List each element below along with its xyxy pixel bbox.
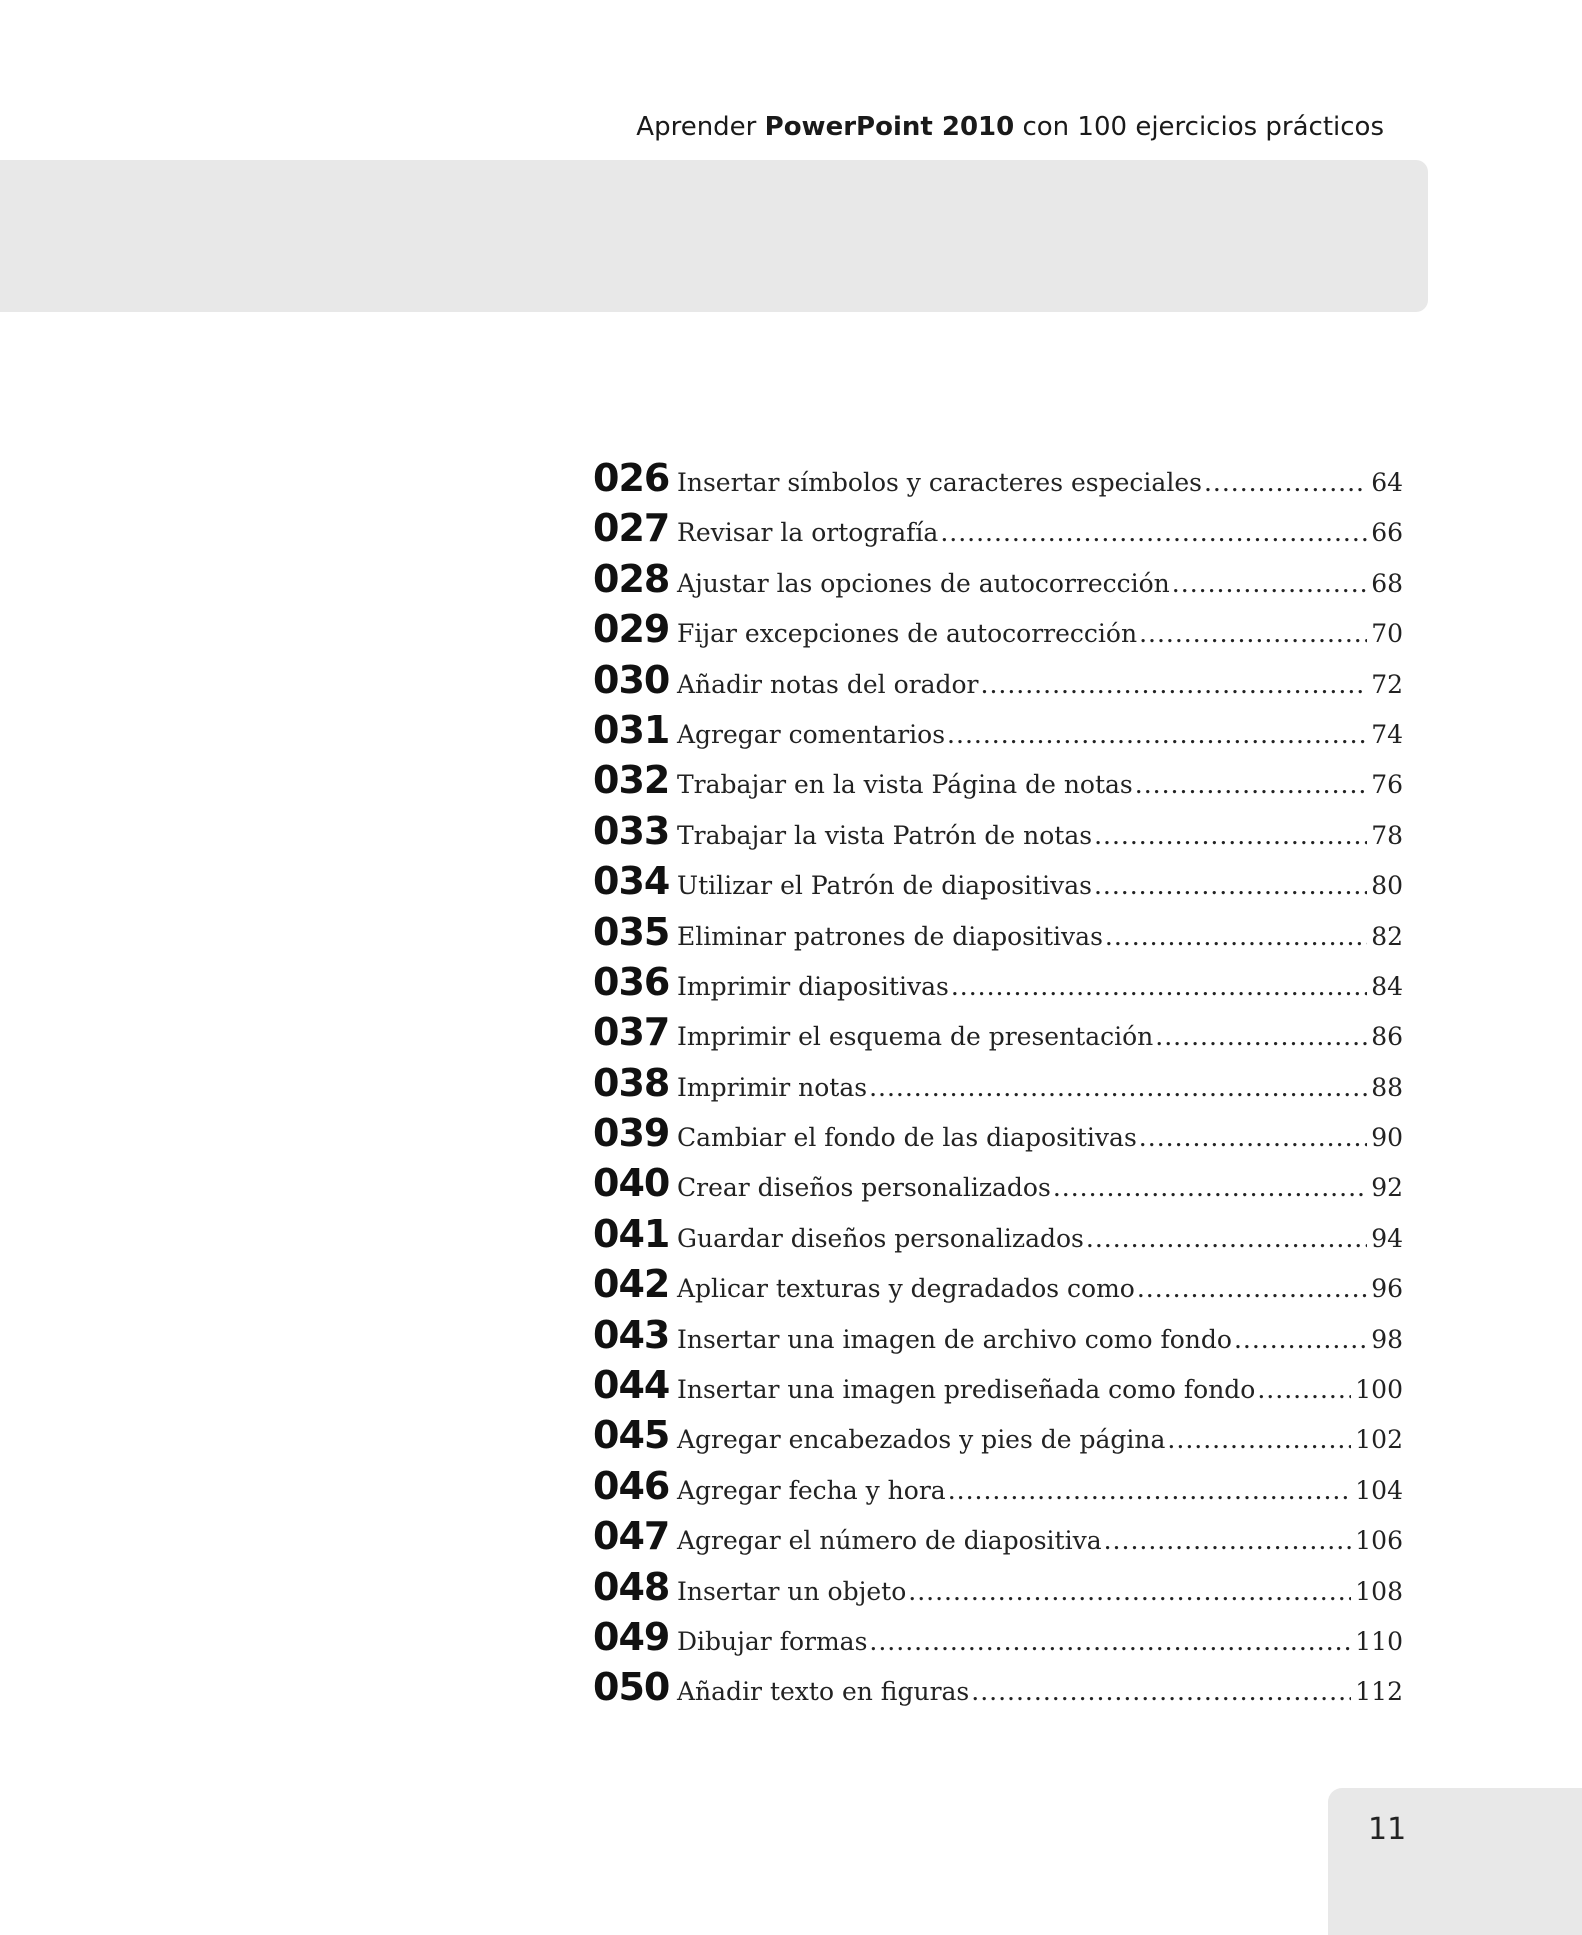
header-band [0,160,1428,312]
page-number: 110 [1355,1626,1403,1656]
exercise-title: Añadir notas del orador [677,669,979,699]
page-number: 104 [1355,1475,1403,1505]
exercise-number: 042 [593,1262,670,1307]
exercise-number: 038 [593,1060,670,1105]
exercise-number: 028 [593,556,670,601]
toc-entry [593,859,1403,909]
dot-leader [1172,569,1367,598]
exercise-number: 046 [593,1463,670,1508]
dot-leader [1257,1375,1351,1404]
exercise-title: Añadir texto en figuras [677,1677,970,1707]
dot-leader [1139,1123,1367,1152]
exercise-title: Trabajar la vista Patrón de notas [677,820,1093,850]
toc-entry [593,456,1403,506]
exercise-number: 048 [593,1564,670,1609]
page-number: 72 [1371,669,1403,699]
dot-leader [1094,871,1367,900]
exercise-number: 026 [593,456,670,500]
page-number: 100 [1355,1375,1403,1405]
toc-entry [593,910,1403,960]
toc-entry [593,1161,1403,1211]
dot-leader [1094,821,1367,850]
exercise-number: 039 [593,1111,670,1156]
exercise-title: Imprimir diapositivas [677,971,949,1001]
dot-leader [908,1577,1351,1606]
toc-entry [593,1061,1403,1111]
page-number: 68 [1371,568,1403,598]
table-of-contents [593,456,1403,1716]
page-number: 66 [1371,518,1403,548]
exercise-number: 049 [593,1614,670,1659]
dot-leader [1053,1173,1367,1202]
toc-entry [593,1363,1403,1413]
dot-leader [940,518,1367,547]
exercise-number: 044 [593,1363,670,1408]
exercise-number: 037 [593,1010,670,1055]
toc-entry [593,758,1403,808]
toc-entry [593,1413,1403,1463]
toc-entry [593,506,1403,556]
page-number: 94 [1371,1223,1403,1253]
toc-entry [593,1565,1403,1615]
page-number: 98 [1371,1324,1403,1354]
exercise-number: 040 [593,1161,670,1206]
toc-entry [593,557,1403,607]
toc-entry [593,1665,1403,1715]
exercise-number: 045 [593,1413,670,1458]
exercise-title: Cambiar el fondo de las diapositivas [677,1123,1137,1153]
exercise-title: Utilizar el Patrón de diapositivas [677,871,1092,901]
exercise-number: 030 [593,657,670,702]
page-number: 88 [1371,1072,1403,1102]
page-number: 96 [1371,1274,1403,1304]
exercise-number: 033 [593,808,670,853]
exercise-number: 029 [593,607,670,652]
page-number: 106 [1355,1526,1403,1556]
page-folio: 11 [1368,1812,1407,1847]
exercise-title: Guardar diseños personalizados [677,1223,1084,1253]
exercise-number: 034 [593,859,670,904]
page-number: 92 [1371,1173,1403,1203]
exercise-title: Insertar símbolos y caracteres especiales [677,468,1202,497]
header-book-title: PowerPoint 2010 [764,112,1015,142]
exercise-number: 027 [593,506,670,551]
dot-leader [947,720,1367,749]
folio-tab [1328,1788,1582,1935]
page-number: 70 [1371,619,1403,649]
exercise-title: Revisar la ortografía [677,518,939,548]
dot-leader [869,1073,1367,1102]
dot-leader [1204,468,1367,497]
dot-leader [1105,922,1367,951]
toc-entry [593,1111,1403,1161]
page-number: 112 [1355,1677,1403,1707]
exercise-number: 050 [593,1665,670,1710]
exercise-title: Imprimir el esquema de presentación [677,1022,1154,1052]
exercise-title: Insertar una imagen prediseñada como fondo [677,1375,1256,1405]
dot-leader [1137,1274,1367,1303]
exercise-title: Aplicar texturas y degradados como [677,1274,1135,1304]
exercise-title: Agregar comentarios [677,719,946,749]
toc-entry [593,1615,1403,1665]
dot-leader [869,1627,1351,1656]
running-header [636,112,1384,142]
exercise-title: Dibujar formas [677,1626,868,1656]
page-number: 86 [1371,1022,1403,1052]
toc-entry [593,708,1403,758]
exercise-number: 043 [593,1312,670,1357]
page-number: 64 [1371,468,1403,497]
page-number: 108 [1355,1576,1403,1606]
toc-entry [593,1010,1403,1060]
dot-leader [1167,1425,1351,1454]
page-number: 82 [1371,921,1403,951]
exercise-title: Agregar el número de diapositiva [677,1526,1102,1556]
page-number: 76 [1371,770,1403,800]
exercise-number: 035 [593,909,670,954]
exercise-title: Trabajar en la vista Página de notas [677,770,1133,800]
toc-entry [593,658,1403,708]
exercise-title: Insertar un objeto [677,1576,907,1606]
page-number: 84 [1371,971,1403,1001]
exercise-number: 041 [593,1211,670,1256]
dot-leader [1086,1224,1367,1253]
toc-entry [593,1313,1403,1363]
dot-leader [981,670,1368,699]
exercise-title: Fijar excepciones de autocorrección [677,619,1138,649]
header-prefix: Aprender [636,112,765,142]
page-number: 74 [1371,719,1403,749]
toc-entry [593,1262,1403,1312]
exercise-number: 032 [593,758,670,803]
toc-entry [593,1212,1403,1262]
dot-leader [1234,1325,1367,1354]
dot-leader [1135,770,1367,799]
exercise-title: Insertar una imagen de archivo como fondo [677,1324,1232,1354]
exercise-title: Agregar fecha y hora [677,1475,946,1505]
exercise-title: Eliminar patrones de diapositivas [677,921,1103,951]
toc-entry [593,960,1403,1010]
page-number: 78 [1371,820,1403,850]
toc-entry [593,1464,1403,1514]
header-suffix: con 100 ejercicios prácticos [1014,112,1384,142]
exercise-number: 047 [593,1514,670,1559]
page-number: 80 [1371,871,1403,901]
dot-leader [971,1677,1351,1706]
dot-leader [1139,619,1367,648]
toc-entry [593,607,1403,657]
toc-entry [593,1514,1403,1564]
exercise-title: Crear diseños personalizados [677,1173,1051,1203]
dot-leader [1104,1526,1352,1555]
toc-entry [593,809,1403,859]
exercise-title: Agregar encabezados y pies de página [677,1425,1166,1455]
exercise-title: Imprimir notas [677,1072,868,1102]
page-number: 102 [1355,1425,1403,1455]
dot-leader [1155,1022,1367,1051]
page-number: 90 [1371,1123,1403,1153]
exercise-number: 031 [593,707,670,752]
exercise-number: 036 [593,959,670,1004]
dot-leader [948,1476,1352,1505]
exercise-title: Ajustar las opciones de autocorrección [677,568,1170,598]
dot-leader [951,972,1367,1001]
